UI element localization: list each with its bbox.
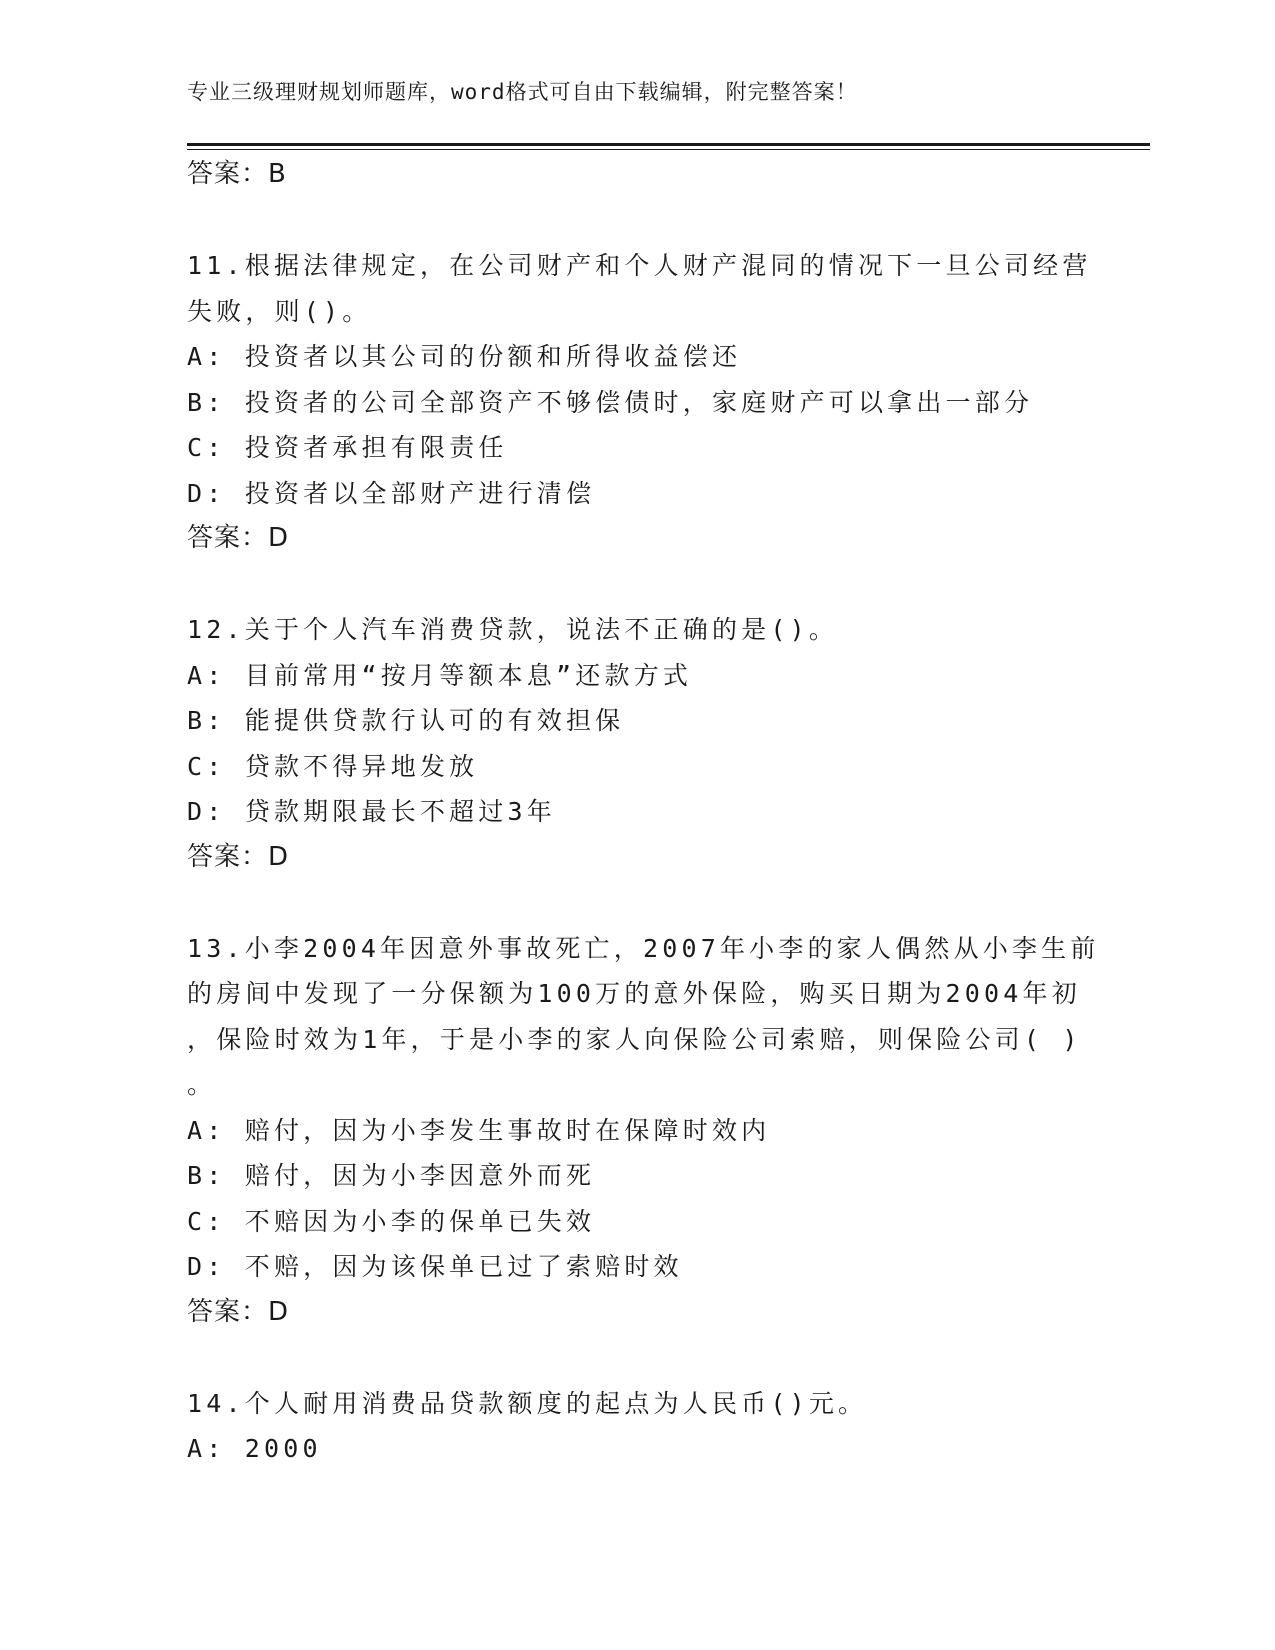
option-b: B: 能提供贷款行认可的有效担保 — [187, 706, 625, 735]
question-text: 的房间中发现了一分保额为100万的意外保险，购买日期为2004年初 — [187, 979, 1081, 1008]
question-block — [187, 1381, 1077, 1472]
question-text: ，保险时效为1年，于是小李的家人向保险公司索赔，则保险公司( ) — [187, 1024, 1082, 1054]
question-text: 14.个人耐用消费品贷款额度的起点为人民币()元。 — [187, 1388, 868, 1418]
page-header: 专业三级理财规划师题库，word格式可自由下载编辑，附完整答案！ — [187, 80, 858, 104]
option-c: C: 贷款不得异地发放 — [187, 751, 479, 781]
question-text: 11.根据法律规定，在公司财产和个人财产混同的情况下一旦公司经营 — [187, 251, 1092, 280]
spacer — [187, 880, 1077, 926]
question-text: 13.小李2004年因意外事故死亡，2007年小李的家人偶然从小李生前 — [187, 933, 1100, 963]
option-c: C: 不赔因为小李的保单已失效 — [187, 1206, 596, 1236]
option-a: A: 2000 — [187, 1434, 322, 1463]
answer-line: 答案：B — [187, 159, 287, 189]
spacer — [187, 1335, 1077, 1381]
answer-line: 答案：D — [187, 841, 290, 872]
option-b: B: 赔付，因为小李因意外而死 — [187, 1161, 596, 1190]
option-c: C: 投资者承担有限责任 — [187, 433, 508, 462]
question-content — [187, 152, 1100, 1472]
answer-line: 答案：D — [187, 1296, 290, 1327]
question-text: 12.关于个人汽车消费贷款，说法不正确的是()。 — [187, 615, 839, 644]
header-rule-thin — [187, 149, 1150, 150]
option-d: D: 不赔，因为该保单已过了索赔时效 — [187, 1252, 683, 1281]
answer-line: 答案：D — [187, 523, 290, 553]
question-block — [187, 243, 1092, 562]
header-rule-thick — [187, 143, 1150, 146]
option-a: A: 赔付，因为小李发生事故时在保障时效内 — [187, 1115, 771, 1145]
option-d: D: 贷款期限最长不超过3年 — [187, 797, 557, 826]
question-text: 失败，则()。 — [187, 296, 372, 326]
question-block — [187, 607, 1077, 880]
option-a: A: 目前常用“按月等额本息”还款方式 — [187, 660, 693, 690]
option-d: D: 投资者以全部财产进行清偿 — [187, 478, 596, 508]
question-text: 。 — [187, 1070, 217, 1099]
spacer — [187, 198, 1077, 244]
question-block — [187, 926, 1100, 1336]
spacer — [187, 562, 1077, 608]
option-b: B: 投资者的公司全部资产不够偿债时，家庭财产可以拿出一部分 — [187, 387, 1034, 417]
option-a: A: 投资者以其公司的份额和所得收益偿还 — [187, 342, 742, 371]
